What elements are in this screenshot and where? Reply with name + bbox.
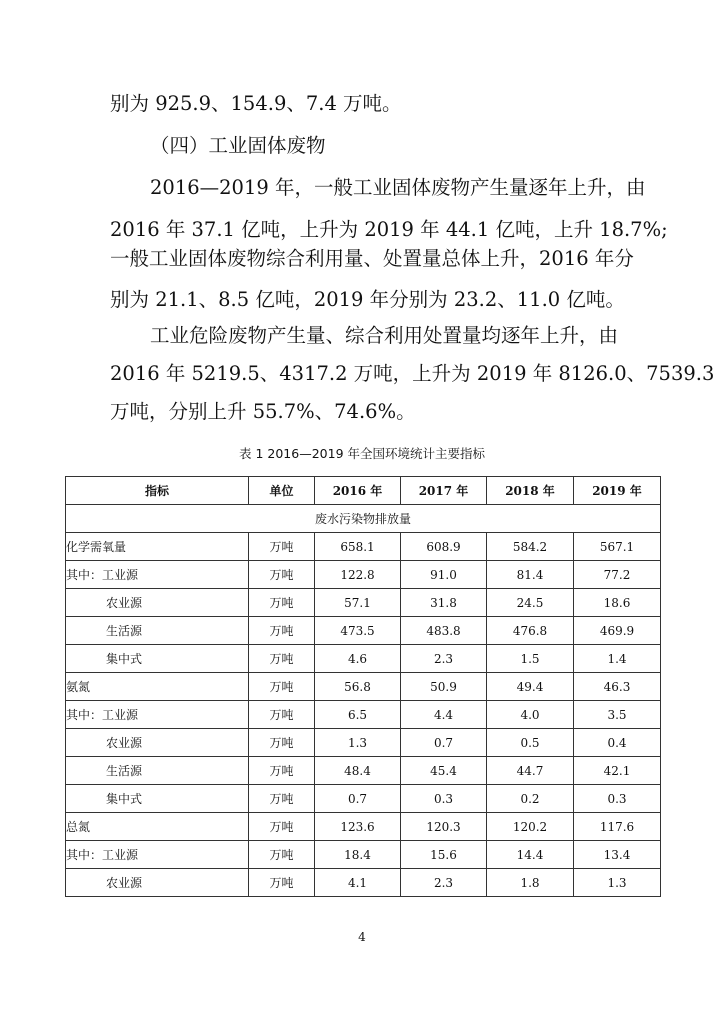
table-row <box>66 785 661 813</box>
value-cell: 0.7 <box>401 729 487 757</box>
paragraph-line: 2016 年 37.1 亿吨，上升为 2019 年 44.1 亿吨，上升 18.7%; <box>110 218 668 241</box>
value-cell: 91.0 <box>401 561 487 589</box>
value-cell: 18.6 <box>574 589 661 617</box>
unit-cell: 万吨 <box>249 645 315 673</box>
value-cell: 0.5 <box>487 729 574 757</box>
value-cell: 567.1 <box>574 533 661 561</box>
unit-cell: 万吨 <box>249 841 315 869</box>
unit-cell: 万吨 <box>249 813 315 841</box>
value-cell: 24.5 <box>487 589 574 617</box>
indicator-name: 其中：工业源 <box>66 841 249 869</box>
statistics-table <box>65 476 661 897</box>
value-cell: 1.4 <box>574 645 661 673</box>
value-cell: 57.1 <box>315 589 401 617</box>
value-cell: 117.6 <box>574 813 661 841</box>
unit-cell: 万吨 <box>249 757 315 785</box>
table-row <box>66 645 661 673</box>
value-cell: 6.5 <box>315 701 401 729</box>
indicator-name: 集中式 <box>66 785 249 813</box>
value-cell: 42.1 <box>574 757 661 785</box>
value-cell: 584.2 <box>487 533 574 561</box>
column-header: 单位 <box>249 477 315 505</box>
value-cell: 45.4 <box>401 757 487 785</box>
section-title: 废水污染物排放量 <box>66 505 661 533</box>
table-row <box>66 589 661 617</box>
unit-cell: 万吨 <box>249 617 315 645</box>
table-header-row <box>66 477 661 505</box>
column-header: 2019 年 <box>574 477 661 505</box>
table-row <box>66 701 661 729</box>
value-cell: 0.2 <box>487 785 574 813</box>
value-cell: 3.5 <box>574 701 661 729</box>
value-cell: 48.4 <box>315 757 401 785</box>
unit-cell: 万吨 <box>249 729 315 757</box>
table-row <box>66 673 661 701</box>
unit-cell: 万吨 <box>249 785 315 813</box>
value-cell: 56.8 <box>315 673 401 701</box>
table-row <box>66 561 661 589</box>
column-header: 2016 年 <box>315 477 401 505</box>
value-cell: 1.3 <box>574 869 661 897</box>
value-cell: 1.5 <box>487 645 574 673</box>
value-cell: 14.4 <box>487 841 574 869</box>
value-cell: 4.1 <box>315 869 401 897</box>
table-row <box>66 729 661 757</box>
value-cell: 120.3 <box>401 813 487 841</box>
indicator-name: 其中：工业源 <box>66 701 249 729</box>
indicator-name: 氨氮 <box>66 673 249 701</box>
value-cell: 49.4 <box>487 673 574 701</box>
indicator-name: 农业源 <box>66 869 249 897</box>
indicator-name: 农业源 <box>66 729 249 757</box>
indicator-name: 生活源 <box>66 617 249 645</box>
value-cell: 473.5 <box>315 617 401 645</box>
value-cell: 1.3 <box>315 729 401 757</box>
value-cell: 123.6 <box>315 813 401 841</box>
paragraph-line: 万吨，分别上升 55.7%、74.6%。 <box>110 400 416 423</box>
paragraph-line: 2016—2019 年，一般工业固体废物产生量逐年上升，由 <box>150 176 646 199</box>
value-cell: 44.7 <box>487 757 574 785</box>
value-cell: 50.9 <box>401 673 487 701</box>
indicator-name: 化学需氧量 <box>66 533 249 561</box>
unit-cell: 万吨 <box>249 533 315 561</box>
indicator-name: 总氮 <box>66 813 249 841</box>
value-cell: 31.8 <box>401 589 487 617</box>
value-cell: 2.3 <box>401 645 487 673</box>
column-header: 2018 年 <box>487 477 574 505</box>
value-cell: 0.3 <box>574 785 661 813</box>
value-cell: 4.4 <box>401 701 487 729</box>
value-cell: 46.3 <box>574 673 661 701</box>
value-cell: 4.6 <box>315 645 401 673</box>
value-cell: 15.6 <box>401 841 487 869</box>
paragraph-line: 别为 21.1、8.5 亿吨，2019 年分别为 23.2、11.0 亿吨。 <box>110 288 625 311</box>
table-row <box>66 757 661 785</box>
table-row <box>66 533 661 561</box>
paragraph-line: 2016 年 5219.5、4317.2 万吨，上升为 2019 年 8126.0、7539.3 <box>110 362 715 385</box>
value-cell: 4.0 <box>487 701 574 729</box>
column-header: 2017 年 <box>401 477 487 505</box>
indicator-name: 其中：工业源 <box>66 561 249 589</box>
value-cell: 13.4 <box>574 841 661 869</box>
paragraph-line: 别为 925.9、154.9、7.4 万吨。 <box>110 92 402 115</box>
value-cell: 658.1 <box>315 533 401 561</box>
value-cell: 18.4 <box>315 841 401 869</box>
indicator-name: 生活源 <box>66 757 249 785</box>
table-row <box>66 841 661 869</box>
page-number: 4 <box>358 930 366 944</box>
value-cell: 77.2 <box>574 561 661 589</box>
value-cell: 2.3 <box>401 869 487 897</box>
indicator-name: 农业源 <box>66 589 249 617</box>
value-cell: 120.2 <box>487 813 574 841</box>
value-cell: 1.8 <box>487 869 574 897</box>
value-cell: 608.9 <box>401 533 487 561</box>
value-cell: 483.8 <box>401 617 487 645</box>
value-cell: 122.8 <box>315 561 401 589</box>
table-caption: 表 1 2016—2019 年全国环境统计主要指标 <box>239 446 485 461</box>
table-row <box>66 869 661 897</box>
section-heading: （四）工业固体废物 <box>150 134 326 157</box>
unit-cell: 万吨 <box>249 673 315 701</box>
value-cell: 476.8 <box>487 617 574 645</box>
value-cell: 81.4 <box>487 561 574 589</box>
unit-cell: 万吨 <box>249 869 315 897</box>
value-cell: 0.4 <box>574 729 661 757</box>
value-cell: 0.3 <box>401 785 487 813</box>
paragraph-line: 一般工业固体废物综合利用量、处置量总体上升，2016 年分 <box>110 247 634 270</box>
table-section-row <box>66 505 661 533</box>
indicator-name: 集中式 <box>66 645 249 673</box>
value-cell: 0.7 <box>315 785 401 813</box>
value-cell: 469.9 <box>574 617 661 645</box>
unit-cell: 万吨 <box>249 589 315 617</box>
unit-cell: 万吨 <box>249 561 315 589</box>
unit-cell: 万吨 <box>249 701 315 729</box>
table-row <box>66 617 661 645</box>
table-row <box>66 813 661 841</box>
paragraph-line: 工业危险废物产生量、综合利用处置量均逐年上升，由 <box>150 324 619 347</box>
column-header: 指标 <box>66 477 249 505</box>
